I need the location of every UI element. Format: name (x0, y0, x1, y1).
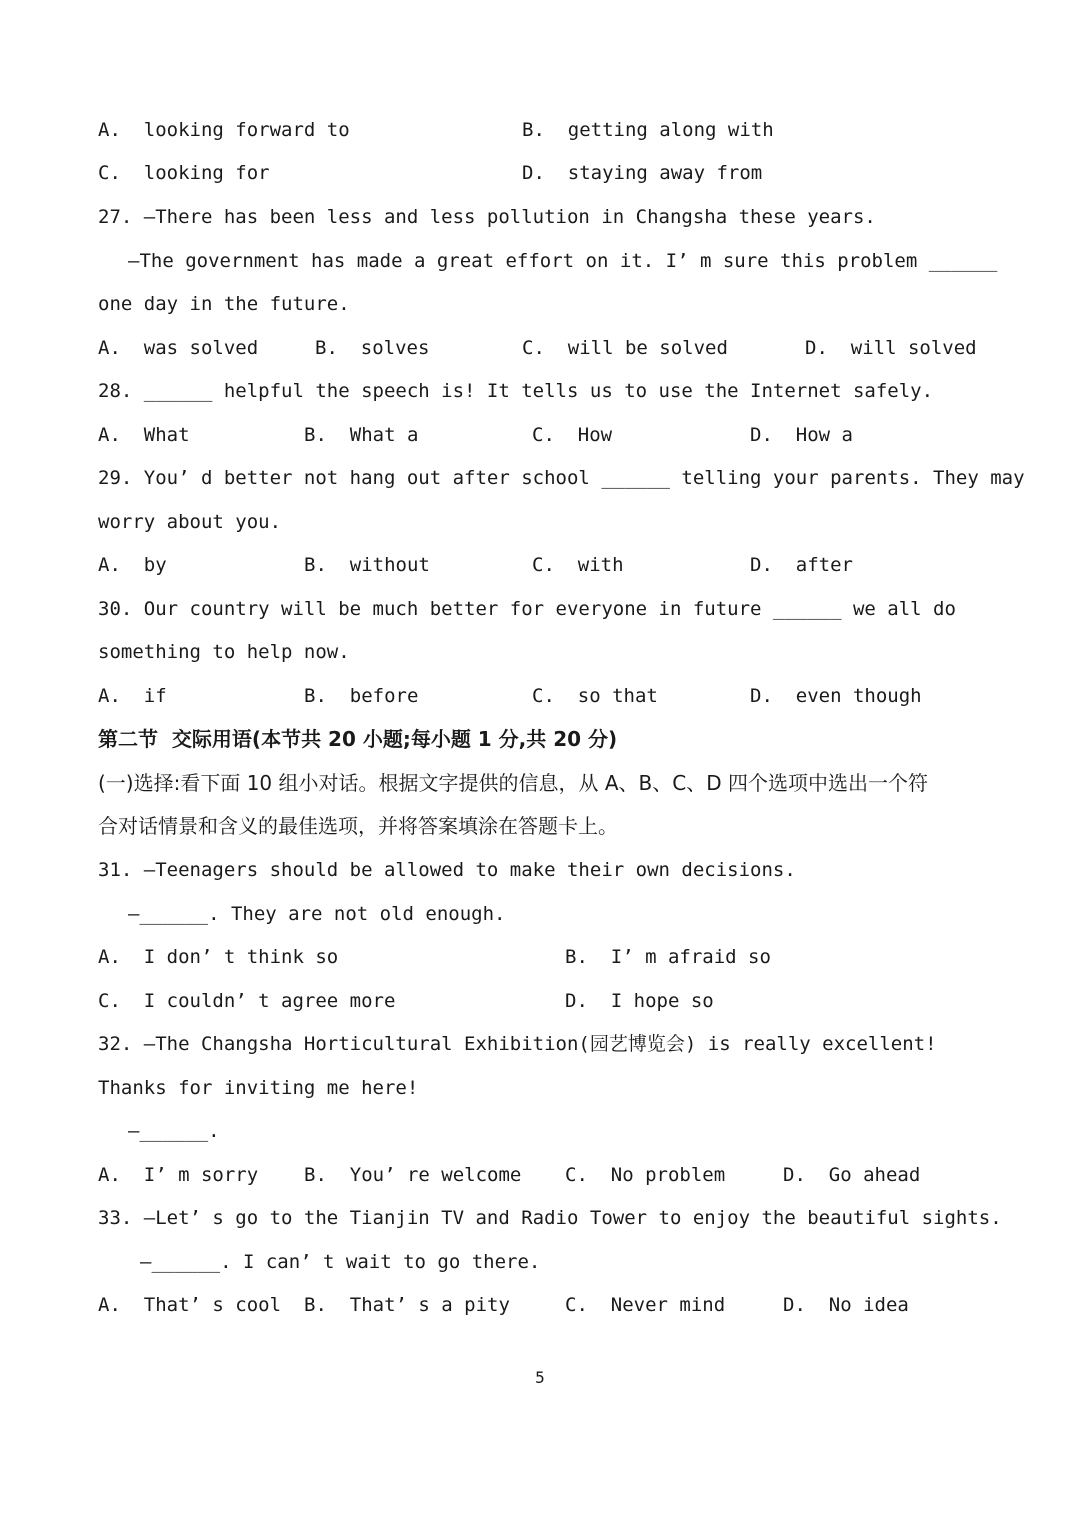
q27-option-a: A. was solved (98, 337, 259, 359)
q30-stem: 30. Our country will be much better for everyone in future ______ we all do (98, 598, 956, 620)
q29-stem: 29. You’ d better not hang out after school ______ telling your parents. They may (98, 467, 1025, 489)
q32-option-d: D. Go ahead (783, 1164, 921, 1186)
q30-option-c: C. so that (532, 685, 658, 707)
q31-reply: —______. They are not old enough. (128, 903, 506, 925)
q27-option-d: D. will solved (805, 337, 977, 359)
q31-stem: 31. —Teenagers should be allowed to make their own decisions. (98, 859, 796, 881)
q31-option-c: C. I couldn’ t agree more (98, 990, 396, 1012)
page-number: 5 (535, 1368, 545, 1387)
q29-stem-cont: worry about you. (98, 511, 282, 533)
q27-option-c: C. will be solved (522, 337, 728, 359)
q27-stem: 27. —There has been less and less pollution in Changsha these years. (98, 206, 876, 228)
q31-option-a: A. I don’ t think so (98, 946, 339, 968)
q33-option-a: A. That’ s cool (98, 1294, 282, 1316)
q26-option-c: C. looking for (98, 162, 270, 184)
q32-option-b: B. You’ re welcome (304, 1164, 522, 1186)
q33-reply: —______. I can’ t wait to go there. (140, 1251, 541, 1273)
q32-reply: —______. (128, 1120, 220, 1142)
q30-option-d: D. even though (750, 685, 922, 707)
q28-option-a: A. What (98, 424, 190, 446)
q30-stem-cont: something to help now. (98, 641, 350, 663)
q27-reply: —The government has made a great effort on it. I’ m sure this problem ______ (128, 250, 998, 272)
q29-option-c: C. with (532, 554, 624, 576)
q28-option-b: B. What a (304, 424, 419, 446)
q28-stem: 28. ______ helpful the speech is! It tells us to use the Internet safely. (98, 380, 934, 402)
section-instructions-line1: (一)选择:看下面 10 组小对话。根据文字提供的信息，从 A、B、C、D 四个选项中选出一个符 (98, 771, 928, 795)
q26-option-a: A. looking forward to (98, 119, 350, 141)
q32-stem: 32. —The Changsha Horticultural Exhibition(园艺博览会) is really excellent! (98, 1033, 937, 1055)
q32-option-c: C. No problem (565, 1164, 726, 1186)
q32-stem-cont: Thanks for inviting me here! (98, 1077, 419, 1099)
q29-option-b: B. without (304, 554, 430, 576)
q28-option-c: C. How (532, 424, 613, 446)
q30-option-a: A. if (98, 685, 167, 707)
q27-option-b: B. solves (315, 337, 430, 359)
q29-option-d: D. after (750, 554, 853, 576)
q33-stem: 33. —Let’ s go to the Tianjin TV and Radio Tower to enjoy the beautiful sights. (98, 1207, 1002, 1229)
q30-option-b: B. before (304, 685, 419, 707)
q29-option-a: A. by (98, 554, 167, 576)
q28-option-d: D. How a (750, 424, 853, 446)
section-heading: 第二节 交际用语(本节共 20 小题;每小题 1 分,共 20 分) (98, 727, 618, 751)
q31-option-b: B. I’ m afraid so (565, 946, 771, 968)
section-instructions-line2: 合对话情景和含义的最佳选项，并将答案填涂在答题卡上。 (98, 814, 618, 838)
q26-option-b: B. getting along with (522, 119, 774, 141)
q26-option-d: D. staying away from (522, 162, 763, 184)
q32-option-a: A. I’ m sorry (98, 1164, 259, 1186)
q33-option-c: C. Never mind (565, 1294, 726, 1316)
q33-option-b: B. That’ s a pity (304, 1294, 510, 1316)
q33-option-d: D. No idea (783, 1294, 909, 1316)
q27-reply-cont: one day in the future. (98, 293, 350, 315)
q31-option-d: D. I hope so (565, 990, 714, 1012)
